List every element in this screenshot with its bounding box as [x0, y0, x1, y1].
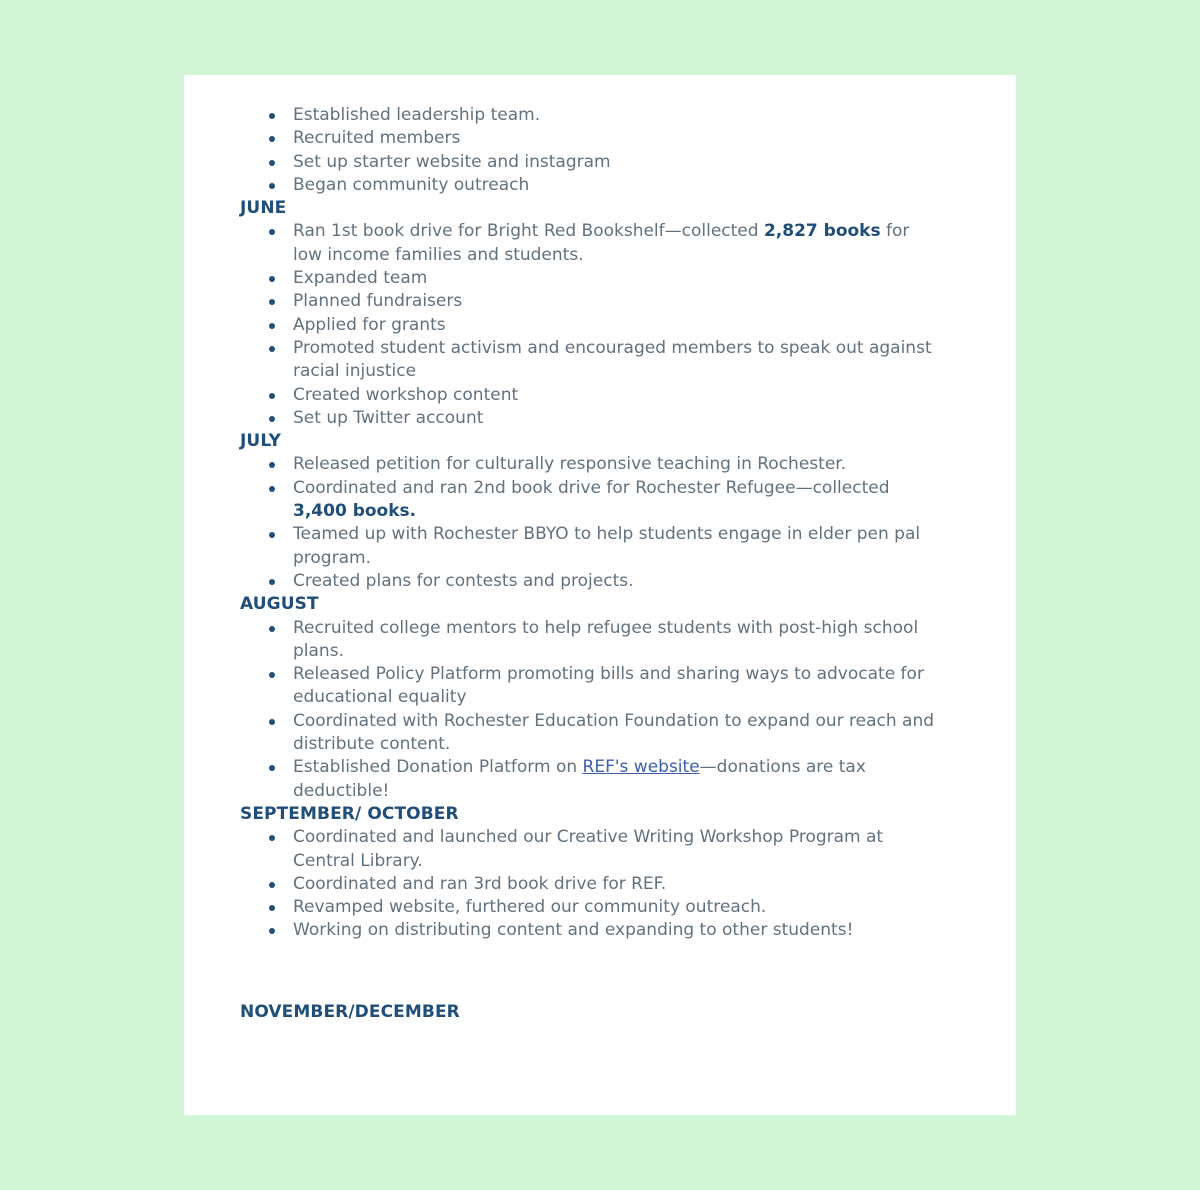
list-item: Promoted student activism and encouraged members to speak out against racial injustice — [240, 337, 940, 384]
bullet-icon — [269, 835, 275, 841]
bullet-icon — [269, 229, 275, 235]
july-list — [240, 453, 940, 593]
document-page — [184, 75, 1016, 1115]
list-item: Established Donation Platform on REF's website—donations are tax deductible! — [240, 756, 940, 803]
section-heading-sep-oct: SEPTEMBER/ OCTOBER — [240, 803, 459, 824]
section-heading-nov-dec: NOVEMBER/DECEMBER — [240, 1001, 460, 1022]
list-item: Created workshop content — [240, 384, 940, 407]
bullet-icon — [269, 136, 275, 142]
bullet-icon — [269, 532, 275, 538]
section-heading-august: AUGUST — [240, 594, 319, 615]
bullet-icon — [269, 393, 275, 399]
bullet-icon — [269, 765, 275, 771]
intro-list — [240, 104, 940, 197]
list-item: Recruited college mentors to help refugee students with post-high school plans. — [240, 617, 940, 664]
list-item: Released petition for culturally responsive teaching in Rochester. — [240, 453, 940, 476]
list-item: Created plans for contests and projects. — [240, 570, 940, 593]
bullet-icon — [269, 416, 275, 422]
ref-website-link[interactable]: REF's website — [582, 757, 700, 778]
bullet-icon — [269, 579, 275, 585]
bullet-icon — [269, 346, 275, 352]
bullet-icon — [269, 183, 275, 189]
list-item: Coordinated with Rochester Education Foundation to expand our reach and distribute content. — [240, 710, 940, 757]
document-content — [240, 104, 940, 1024]
list-item: Coordinated and launched our Creative Writing Workshop Program at Central Library. — [240, 826, 940, 873]
list-item: Set up starter website and instagram — [240, 151, 940, 174]
list-item: Applied for grants — [240, 314, 940, 337]
bullet-icon — [269, 113, 275, 119]
bullet-icon — [269, 323, 275, 329]
list-item: Set up Twitter account — [240, 407, 940, 430]
bullet-icon — [269, 626, 275, 632]
list-item: Began community outreach — [240, 174, 940, 197]
list-item: Recruited members — [240, 127, 940, 150]
bullet-icon — [269, 299, 275, 305]
bullet-icon — [269, 486, 275, 492]
list-item: Ran 1st book drive for Bright Red Bookshelf—collected 2,827 books for low income families and students. — [240, 220, 940, 267]
sep-oct-list — [240, 826, 940, 942]
section-heading-july: JULY — [240, 431, 282, 452]
list-item: Coordinated and ran 3rd book drive for REF. — [240, 873, 940, 896]
bullet-icon — [269, 276, 275, 282]
bullet-icon — [269, 928, 275, 934]
june-list — [240, 220, 940, 430]
blank-space — [240, 943, 940, 1001]
bullet-icon — [269, 462, 275, 468]
bullet-icon — [269, 672, 275, 678]
section-heading-june: JUNE — [240, 198, 287, 219]
books-count: 3,400 books. — [293, 501, 417, 522]
bullet-icon — [269, 719, 275, 725]
list-item: Expanded team — [240, 267, 940, 290]
list-item: Teamed up with Rochester BBYO to help students engage in elder pen pal program. — [240, 523, 940, 570]
list-item: Revamped website, furthered our community outreach. — [240, 896, 940, 919]
bullet-icon — [269, 882, 275, 888]
bullet-icon — [269, 160, 275, 166]
bullet-icon — [269, 905, 275, 911]
list-item: Planned fundraisers — [240, 290, 940, 313]
list-item: Released Policy Platform promoting bills and sharing ways to advocate for educational equality — [240, 663, 940, 710]
list-item: Established leadership team. — [240, 104, 940, 127]
list-item: Working on distributing content and expanding to other students! — [240, 919, 940, 942]
list-item: Coordinated and ran 2nd book drive for Rochester Refugee—collected 3,400 books. — [240, 477, 940, 524]
books-count: 2,827 books — [763, 221, 881, 242]
august-list — [240, 617, 940, 803]
